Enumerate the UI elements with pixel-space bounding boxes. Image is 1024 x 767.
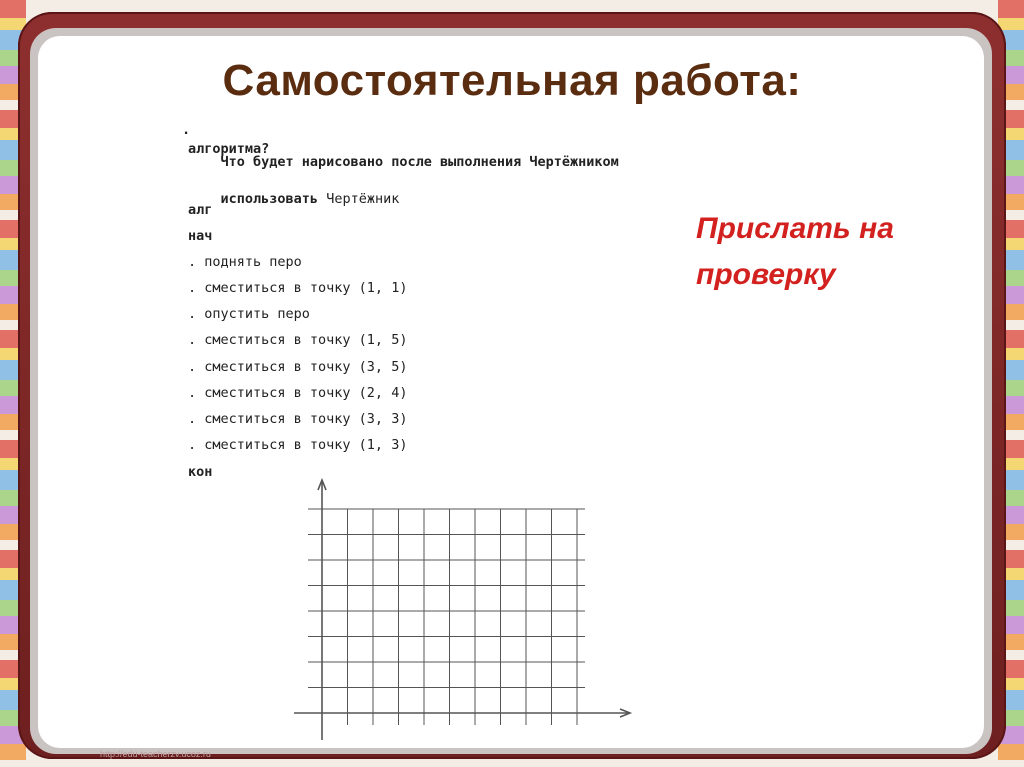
footer-url: http://edu-teacherzv.ucoz.ru	[100, 749, 211, 759]
axes	[294, 480, 630, 740]
step-line: . сместиться в точку (2, 4)	[188, 385, 408, 401]
end-line: кон	[188, 464, 213, 480]
step-line: . сместиться в точку (3, 3)	[188, 411, 408, 427]
step-line: . сместиться в точку (1, 1)	[188, 280, 408, 296]
coordinate-grid	[290, 478, 635, 743]
step-line: . сместиться в точку (1, 5)	[188, 332, 408, 348]
begin-line: нач	[188, 228, 213, 244]
step-line: . сместиться в точку (3, 5)	[188, 359, 408, 375]
step-line: . поднять перо	[188, 254, 302, 270]
send-for-review-note: Прислать на проверку	[696, 212, 894, 291]
step-line: . сместиться в точку (1, 3)	[188, 437, 408, 453]
step-line: . опустить перо	[188, 306, 310, 322]
slide-title: Самостоятельная работа:	[222, 56, 802, 105]
question-line-1: . Что будет нарисовано после выполнения Чертёжником	[182, 122, 619, 170]
alg-line: алг	[188, 202, 213, 218]
grid-lines	[308, 509, 585, 725]
use-line: использовать Чертёжник	[220, 191, 400, 207]
question-line-2: алгоритма?	[188, 141, 270, 157]
bullet-dot: .	[182, 122, 191, 138]
